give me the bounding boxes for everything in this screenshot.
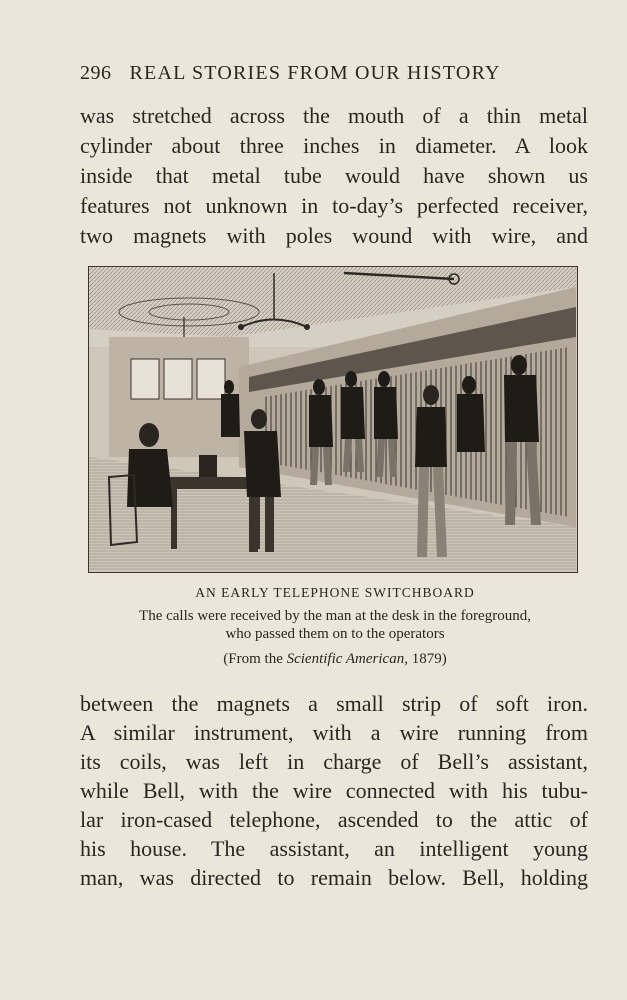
running-title: REAL STORIES FROM OUR HISTORY — [129, 62, 501, 84]
switchboard-illustration — [89, 267, 576, 571]
text-line: its coils, was left in charge of Bell’s assistant, — [80, 749, 588, 774]
figure-caption-line-2: who passed them on to the operators — [225, 626, 445, 642]
figure-caption-line-1: The calls were received by the man at the desk in the foreground, — [139, 608, 531, 624]
text-line: two magnets with poles wound with wire, and — [80, 223, 588, 248]
page-number: 296 — [80, 62, 112, 84]
text-line: lar iron-cased telephone, ascended to the attic of — [80, 807, 588, 832]
switchboard-engraving — [88, 266, 578, 573]
text-line: was stretched across the mouth of a thin metal — [80, 103, 588, 128]
paragraph-top — [80, 101, 588, 251]
text-line: cylinder about three inches in diameter. A look — [80, 133, 588, 158]
source-publication: Scientific American, — [286, 651, 408, 667]
paragraph-bottom — [80, 689, 588, 892]
text-line: between the magnets a small strip of soft iron. — [80, 691, 588, 716]
running-head — [80, 62, 550, 85]
figure-source-credit — [80, 651, 590, 668]
text-line: man, was directed to remain below. Bell, holding — [80, 865, 588, 890]
source-suffix: 1879) — [407, 651, 447, 667]
text-line: inside that metal tube would have shown us — [80, 163, 588, 188]
figure-caption-title: AN EARLY TELEPHONE SWITCHBOARD — [195, 585, 475, 600]
source-prefix: (From the — [223, 651, 287, 667]
text-line: while Bell, with the wire connected with his tubu- — [80, 778, 588, 803]
text-line: A similar instrument, with a wire running from — [80, 720, 588, 745]
text-line: his house. The assistant, an intelligent young — [80, 836, 588, 861]
text-line: features not unknown in to-day’s perfected receiver, — [80, 193, 588, 218]
